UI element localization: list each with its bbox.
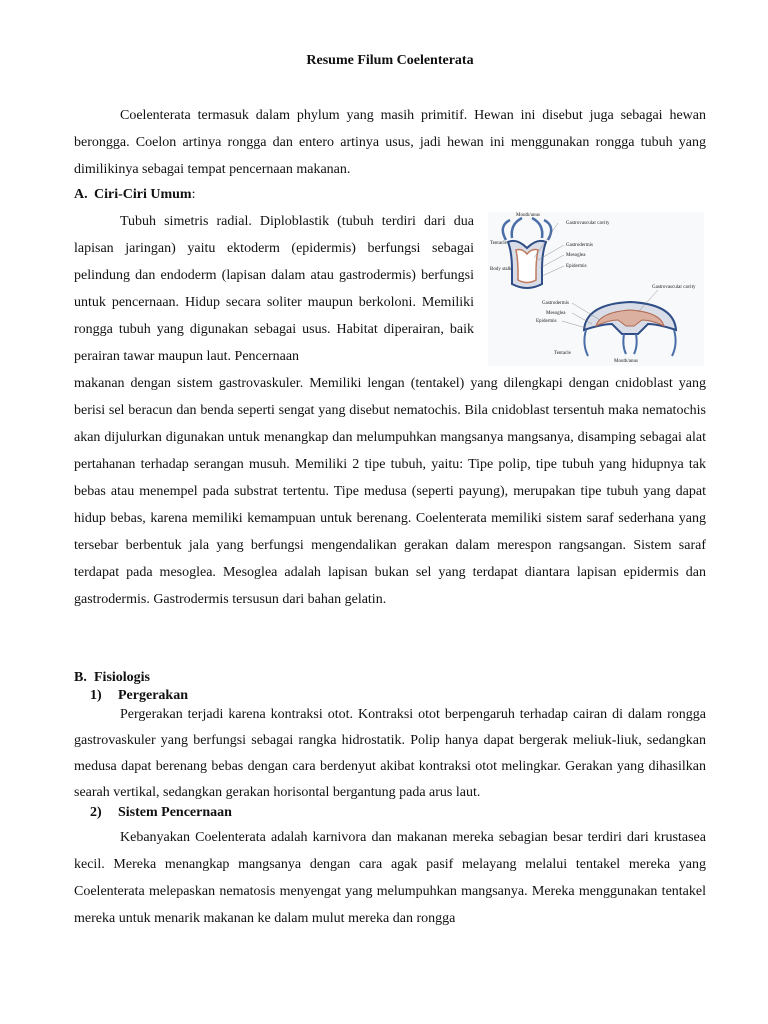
medusa-label-epidermis: Epidermis (536, 319, 557, 324)
document-title: Resume Filum Coelenterata (306, 53, 474, 68)
polyp-label-epidermis: Epidermis (566, 264, 587, 269)
subsection-2-number: 2) (90, 805, 102, 820)
section-b-heading (74, 669, 150, 687)
subsection-1-number: 1) (90, 688, 102, 703)
section-a-colon: : (191, 187, 196, 202)
coelenterata-body-diagram (488, 212, 704, 366)
subsection-1-title: Pergerakan (118, 688, 188, 703)
medusa-label-mouth: Mouth/anus (614, 359, 638, 364)
subsection-2-heading (90, 804, 232, 822)
section-a-number: A. (74, 187, 88, 202)
section-a-title: Ciri-Ciri Umum (94, 187, 192, 202)
section-a-heading (74, 186, 195, 204)
medusa-label-tentacle: Tentacle (554, 351, 571, 356)
polyp-label-gastrodermis: Gastrodermis (566, 243, 593, 248)
subsection-1-paragraph: Pergerakan terjadi karena kontraksi otot. Kontraksi otot berpengaruh terhadap cairan di dalam rongga gastrovaskuler yang berfungsi sebagai rangka hidrostatik. Polip hanya dapat bergerak meliuk-liuk, sedangkan medusa dapat berenang bebas dengan cara berdenyut akibat kontraksi otot melingkar. Gerakan yang dihasilkan searah vertikal, sedangkan gerakan horisontal bergantung pada arus laut. (74, 707, 706, 800)
section-b-number: B. (74, 670, 87, 685)
section-b-title: Fisiologis (94, 670, 151, 685)
polyp-label-body-stalk: Body stalk (490, 267, 512, 272)
section-a-paragraph-beside-figure: Tubuh simetris radial. Diploblastik (tubuh terdiri dari dua lapisan jaringan) yaitu ektoderm (epidermis) berfungsi sebagai pelindung dan endoderm (lapisan dalam atau gastrodermis) berfungsi untuk pencernaan. Hidup secara soliter maupun berkoloni. Memiliki rongga tubuh yang digunakan sebagai usus. Habitat diperairan, baik perairan tawar maupun laut. Pencernaan (74, 214, 474, 364)
medusa-label-cavity: Gastrovascular cavity (652, 285, 696, 290)
medusa-label-gastrodermis: Gastrodermis (542, 301, 569, 306)
intro-paragraph: Coelenterata termasuk dalam phylum yang masih primitif. Hewan ini disebut juga sebagai hewan berongga. Coelon artinya rongga dan entero artinya usus, jadi hewan ini menggunakan rongga tubuh yang dimilikinya sebagai tempat pencernaan makanan. (74, 108, 706, 177)
polyp-label-mouth: Mouth/anus (516, 213, 540, 218)
subsection-2-title: Sistem Pencernaan (118, 805, 232, 820)
section-a-paragraph-continued: makanan dengan sistem gastrovaskuler. Memiliki lengan (tentakel) yang dilengkapi dengan cnidoblast yang berisi sel beracun dan benda seperti sengat yang disebut nematochis. Bila cnidoblast tersentuh maka nematochis akan dijulurkan digunakan untuk menangkap dan melumpuhkan mangsanya mangsanya, disamping sebagai alat pertahanan terhadap serangan musuh. Memiliki 2 tipe tubuh, yaitu: Tipe polip, tipe tubuh yang hidupnya tak bebas atau menempel pada substrat tertentu. Tipe medusa (seperti payung), merupakan tipe tubuh yang dapat hidup bebas, karena memiliki kemampuan untuk berenang. Coelenterata memiliki sistem saraf sederhana yang tersebar berbentuk jala yang berfungsi mengendalikan gerakan dalam merespon rangsangan. Sistem saraf terdapat pada mesoglea. Mesoglea adalah lapisan bukan sel yang terdapat diantara lapisan epidermis dan gastrodermis. Gastrodermis tersusun dari bahan gelatin. (74, 376, 706, 607)
medusa-label-mesoglea: Mesoglea (546, 311, 566, 316)
subsection-2-paragraph: Kebanyakan Coelenterata adalah karnivora dan makanan mereka sebagian besar terdiri dari krustasea kecil. Mereka menangkap mangsanya dengan cara agak pasif melayang melalui tentakel mereka yang Coelenterata melepaskan nematosis menyengat yang melumpuhkan mangsanya. Mereka menggunakan tentakel mereka untuk menarik makanan ke dalam mulut mereka dan rongga (74, 830, 706, 926)
polyp-label-cavity: Gastrovascular cavity (566, 221, 610, 226)
polyp-label-mesoglea: Mesoglea (566, 253, 586, 258)
polyp-label-tentacle: Tentacle (490, 241, 507, 246)
